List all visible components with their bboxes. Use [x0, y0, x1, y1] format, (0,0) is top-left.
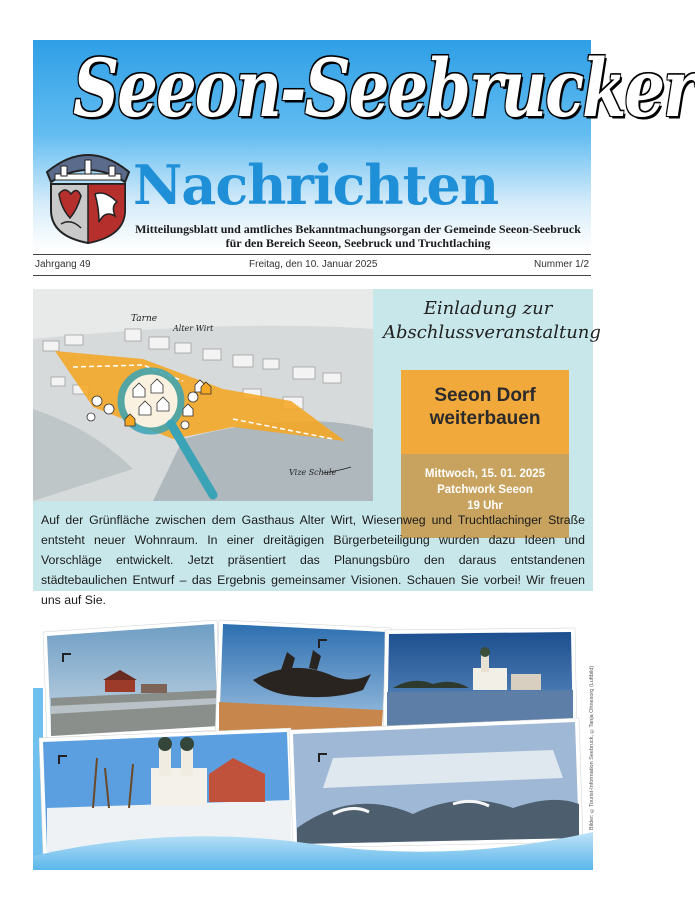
newspaper-title-sub: Nachrichten [133, 153, 499, 217]
subtitle-line-2: für den Bereich Seeon, Seebruck und Truchtlaching [225, 236, 491, 250]
event-details [401, 466, 569, 514]
invitation-heading [383, 297, 601, 345]
planning-sketch-image [33, 289, 373, 501]
map-label-schule: Vize Schule [289, 468, 337, 477]
event-announcement [33, 289, 601, 607]
photo-aerial-lake [289, 718, 583, 848]
event-title-line-1: Seeon Dorf [434, 385, 536, 406]
event-time: 19 Uhr [467, 500, 503, 512]
map-label-tarne: Tarne [131, 314, 158, 324]
issue-info-bar [33, 254, 591, 276]
coat-of-arms-icon [41, 144, 135, 244]
map-label-alter-wirt: Alter Wirt [173, 324, 214, 333]
masthead-subtitle [128, 222, 588, 250]
event-title-line-2: weiterbauen [429, 408, 541, 429]
issue-volume: Jahrgang 49 [35, 259, 91, 270]
photo-monastery-winter [39, 728, 295, 856]
photo-credit: Bilder: ©Tourist-Information Seebruck, ©Tanja Ohnesorg (Luftbild) [589, 665, 595, 830]
event-title [401, 384, 569, 430]
photo-boathouse [43, 620, 221, 740]
event-description: Auf der Grünfläche zwischen dem Gasthaus Alter Wirt, Wiesenweg und Truchtlachinger Straße entsteht neuer Wohnraum. In einer dreitägigen Bürgerbeteiligung wurden dazu Ideen und Vorschläge entwickelt. Jetzt präsentiert das Planungsbüro den daraus entstandenen städtebaulichen Entwurf – das Ergebnis gemeinsamer Visionen. Schauen Sie vorbei! Wir freuen uns auf Sie. [41, 513, 585, 607]
issue-number: Nummer 1/2 [533, 259, 589, 270]
event-date: Mittwoch, 15. 01. 2025 [424, 468, 546, 480]
event-place: Patchwork Seeon [437, 484, 533, 496]
invitation-line-1: Einladung zur [423, 298, 553, 319]
masthead [33, 40, 695, 250]
photo-sculpture [215, 620, 391, 744]
newspaper-title: Seeon-Seebrucker [73, 42, 695, 136]
subtitle-line-1: Mitteilungsblatt und amtliches Bekanntmachungsorgan der Gemeinde Seeon-Seebruck [135, 222, 581, 236]
issue-date: Freitag, den 10. Januar 2025 [249, 259, 378, 270]
photo-collage [33, 618, 593, 870]
invitation-line-2: Abschlussveranstaltung [383, 322, 601, 343]
